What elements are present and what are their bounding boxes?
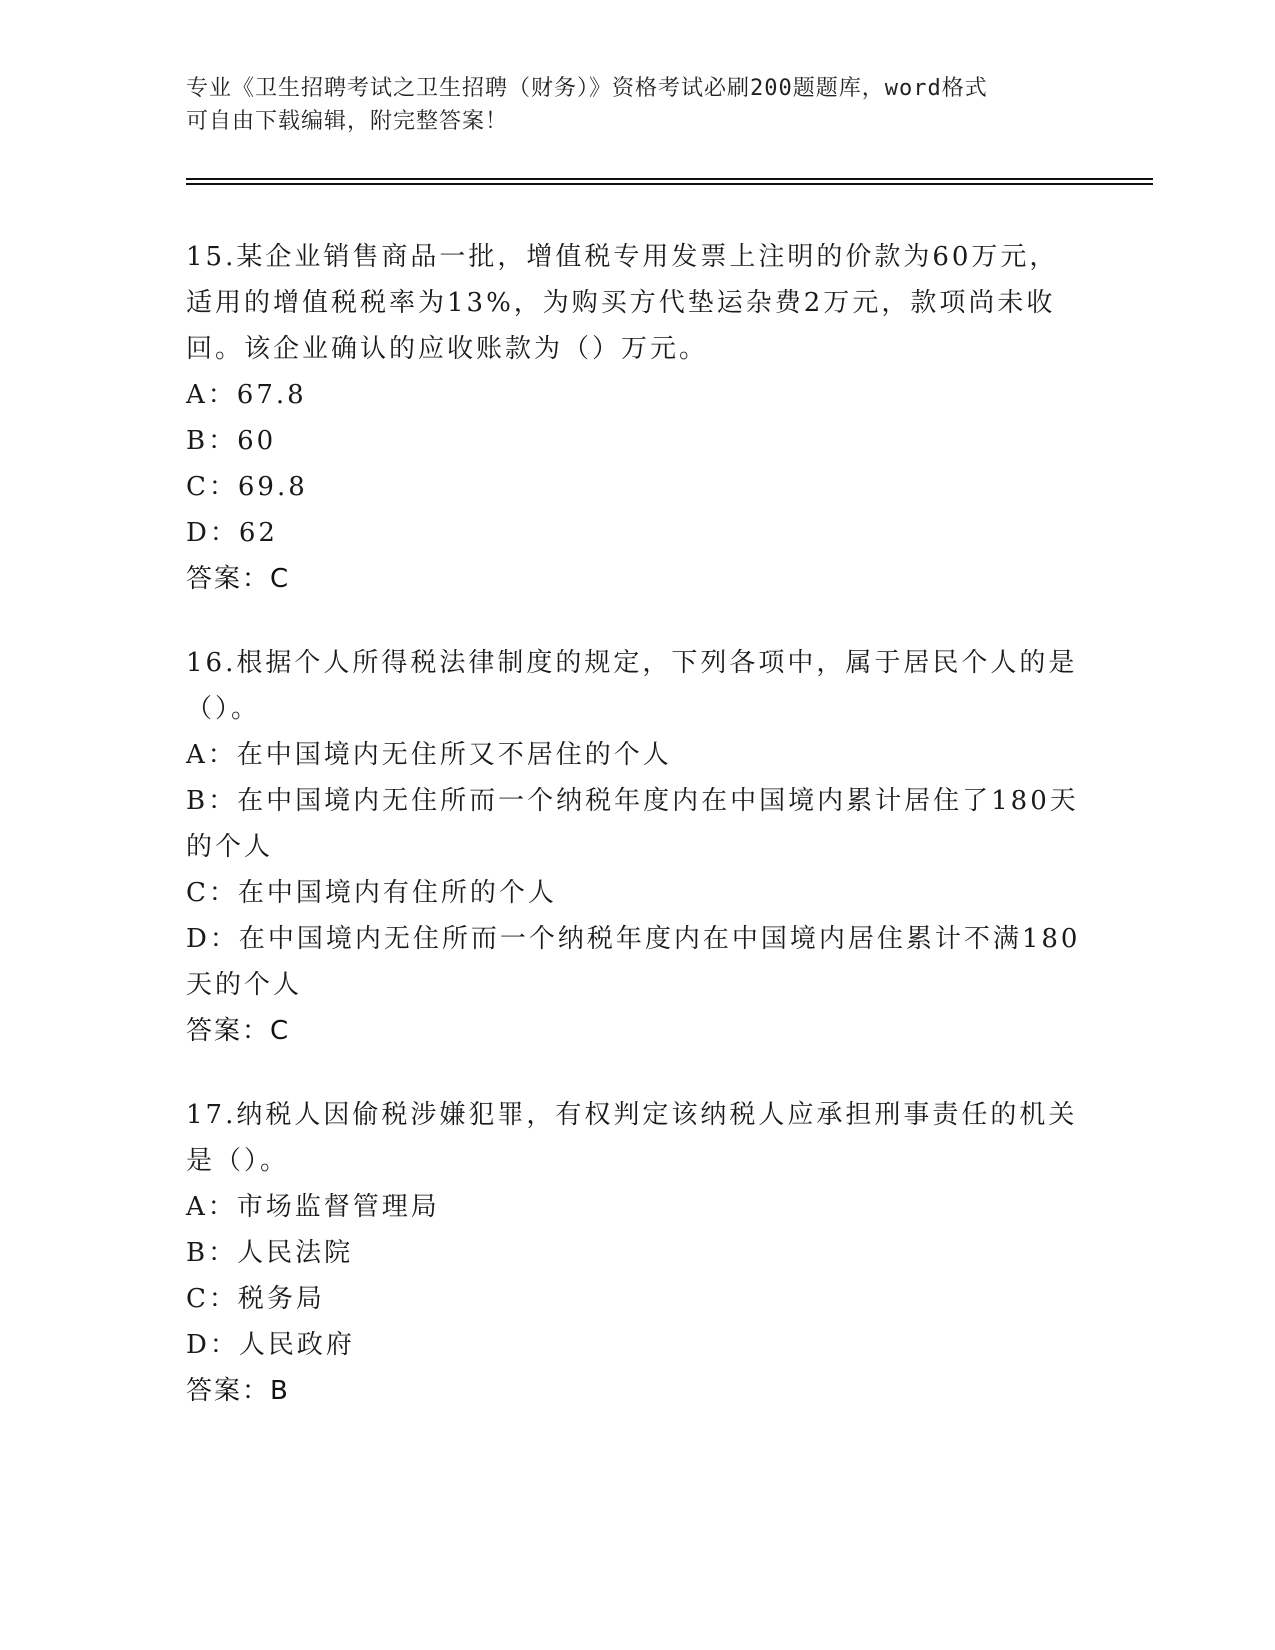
option-a: A：67.8 (186, 380, 307, 410)
header-line-2: 可自由下载编辑，附完整答案！ (186, 109, 509, 134)
header-divider-bottom (186, 183, 1153, 185)
question-stem: 15.某企业销售商品一批，增值税专用发票上注明的价款为60万元，适用的增值税税率为13%，为购买方代垫运杂费2万元，款项尚未收回。该企业确认的应收账款为（）万元。 (186, 242, 1059, 364)
answer-line: 答案：C (186, 564, 291, 594)
option-c: C：税务局 (186, 1284, 325, 1314)
answer-line: 答案：C (186, 1016, 291, 1046)
header-line-1: 专业《卫生招聘考试之卫生招聘（财务）》资格考试必刷200题题库，word格式 (186, 76, 988, 101)
question-stem: 17.纳税人因偷税涉嫌犯罪，有权判定该纳税人应承担刑事责任的机关是（）。 (186, 1100, 1078, 1176)
option-b: B：人民法院 (186, 1238, 354, 1268)
option-a: A：市场监督管理局 (186, 1192, 440, 1222)
question-list (186, 234, 1086, 1452)
option-b: B：在中国境内无住所而一个纳税年度内在中国境内累计居住了180天的个人 (186, 786, 1079, 862)
question-16 (186, 640, 1086, 1054)
answer-line: 答案：B (186, 1376, 290, 1406)
option-d: D：在中国境内无住所而一个纳税年度内在中国境内居住累计不满180天的个人 (186, 924, 1081, 1000)
header-divider-top (186, 178, 1153, 180)
option-a: A：在中国境内无住所又不居住的个人 (186, 740, 672, 770)
question-15 (186, 234, 1086, 602)
question-17 (186, 1092, 1086, 1414)
document-header (186, 72, 1086, 138)
option-d: D：62 (186, 518, 278, 548)
option-b: B：60 (186, 426, 277, 456)
option-c: C：在中国境内有住所的个人 (186, 878, 557, 908)
question-stem: 16.根据个人所得税法律制度的规定，下列各项中，属于居民个人的是（）。 (186, 648, 1078, 724)
option-d: D：人民政府 (186, 1330, 355, 1360)
option-c: C：69.8 (186, 472, 308, 502)
